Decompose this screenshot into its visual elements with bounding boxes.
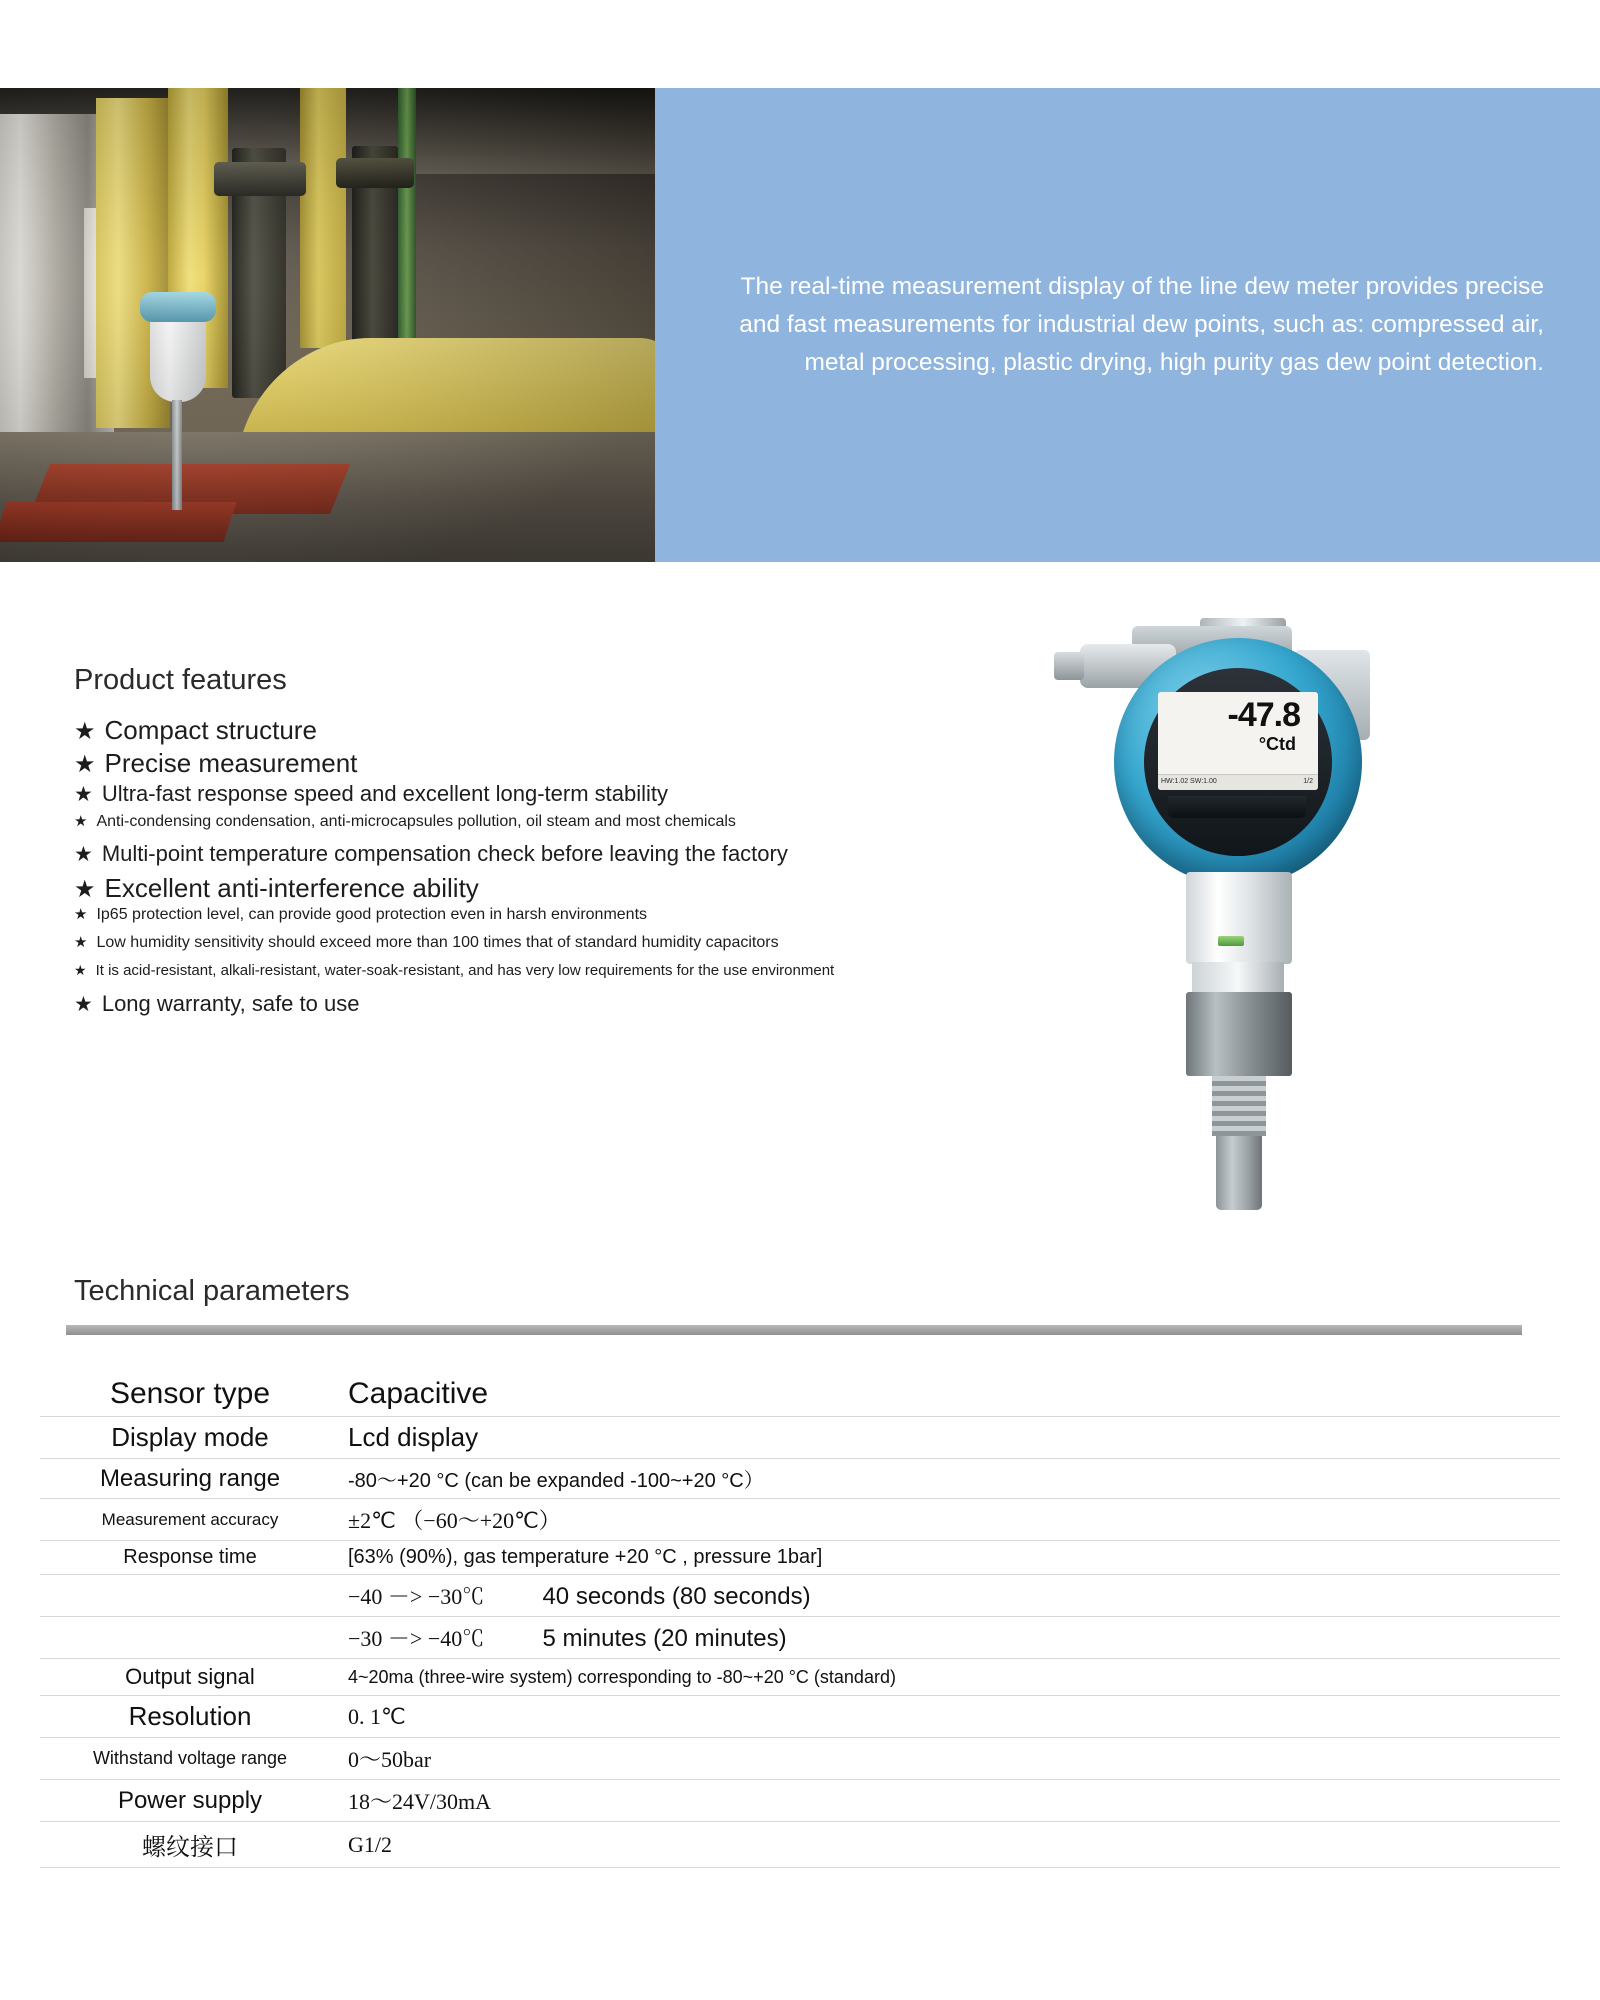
device-firmware-label: HW:1.02 SW:1.00 xyxy=(1161,778,1217,785)
device-reading-unit: °Ctd xyxy=(1258,734,1296,754)
response-condition: −40 －> −30℃ xyxy=(348,1584,485,1609)
feature-label: Low humidity sensitivity should exceed more than 100 times that of standard humidity capacitors xyxy=(96,934,779,951)
spec-label: Measurement accuracy xyxy=(40,1499,340,1541)
star-icon: ★ xyxy=(74,993,93,1016)
table-row xyxy=(40,1780,1560,1822)
star-icon: ★ xyxy=(74,876,96,903)
device-page-indicator: 1/2 xyxy=(1303,778,1313,785)
spec-value xyxy=(340,1617,1560,1659)
hero-text-panel xyxy=(655,88,1600,562)
table-row xyxy=(40,1822,1560,1868)
spec-value: [63% (90%), gas temperature +20 °C , pressure 1bar] xyxy=(340,1541,1560,1575)
response-time-value: 5 minutes (20 minutes) xyxy=(542,1625,787,1652)
product-features-section xyxy=(74,664,1094,1023)
dew-point-transmitter-image xyxy=(1040,610,1420,1210)
feature-label: Compact structure xyxy=(104,715,317,745)
table-row xyxy=(40,1541,1560,1575)
feature-item xyxy=(74,781,1094,807)
technical-parameters-table xyxy=(40,1372,1560,1868)
feature-item xyxy=(74,841,1094,867)
spec-value: 18〜24V/30mA xyxy=(340,1780,1560,1822)
technical-parameters-heading: Technical parameters xyxy=(74,1275,350,1307)
hero-banner xyxy=(0,88,1600,562)
spec-label: Power supply xyxy=(40,1780,340,1822)
table-row xyxy=(40,1659,1560,1696)
device-status-bar xyxy=(1158,774,1318,790)
spec-label: Measuring range xyxy=(40,1459,340,1499)
spec-value: 4~20ma (three-wire system) corresponding to -80~+20 °C (standard) xyxy=(340,1659,1560,1696)
star-icon: ★ xyxy=(74,718,96,745)
hero-paragraph: The real-time measurement display of the line dew meter provides precise and fast measurements for industrial dew points, such as: compressed air, metal processing, plastic drying, high purity gas dew point detection. xyxy=(739,273,1544,376)
table-row xyxy=(40,1738,1560,1780)
feature-item xyxy=(74,715,1094,746)
spec-label xyxy=(40,1575,340,1617)
feature-item xyxy=(74,748,1094,779)
spec-label: Display mode xyxy=(40,1417,340,1459)
spec-label: Output signal xyxy=(40,1659,340,1696)
star-icon: ★ xyxy=(74,813,88,830)
table-row xyxy=(40,1499,1560,1541)
table-row xyxy=(40,1575,1560,1617)
spec-value: Lcd display xyxy=(340,1417,1560,1459)
industrial-plant-photo xyxy=(0,88,655,562)
feature-item xyxy=(74,934,1094,952)
spec-label: Resolution xyxy=(40,1696,340,1738)
star-icon: ★ xyxy=(74,843,93,866)
spec-label: 螺纹接口 xyxy=(40,1822,340,1868)
section-divider xyxy=(66,1325,1522,1335)
feature-item xyxy=(74,962,1094,979)
spec-label: Sensor type xyxy=(40,1372,340,1417)
spec-value xyxy=(340,1575,1560,1617)
feature-item xyxy=(74,813,1094,831)
spec-label xyxy=(40,1617,340,1659)
table-row xyxy=(40,1617,1560,1659)
star-icon: ★ xyxy=(74,751,96,778)
device-lcd-screen xyxy=(1158,692,1318,790)
table-row xyxy=(40,1417,1560,1459)
features-heading: Product features xyxy=(74,664,287,696)
table-row xyxy=(40,1459,1560,1499)
spec-value: ±2℃ （−60〜+20℃） xyxy=(340,1499,1560,1541)
feature-label: Anti-condensing condensation, anti-microcapsules pollution, oil steam and most chemicals xyxy=(96,813,736,830)
feature-label: Excellent anti-interference ability xyxy=(104,873,479,903)
feature-label: Ip65 protection level, can provide good protection even in harsh environments xyxy=(96,906,648,923)
star-icon: ★ xyxy=(74,934,88,951)
star-icon: ★ xyxy=(74,962,87,978)
table-row xyxy=(40,1372,1560,1417)
feature-label: Long warranty, safe to use xyxy=(101,991,360,1016)
spec-value: -80〜+20 °C (can be expanded -100~+20 °C） xyxy=(340,1459,1560,1499)
response-time-value: 40 seconds (80 seconds) xyxy=(542,1583,811,1610)
star-icon: ★ xyxy=(74,906,88,923)
feature-item xyxy=(74,991,1094,1017)
feature-label: It is acid-resistant, alkali-resistant, water-soak-resistant, and has very low requirements for the use environment xyxy=(95,962,835,979)
star-icon: ★ xyxy=(74,783,93,806)
spec-value: G1/2 xyxy=(340,1822,1560,1868)
spec-value: Capacitive xyxy=(340,1372,1560,1417)
feature-label: Precise measurement xyxy=(104,748,358,778)
response-condition: −30 －> −40℃ xyxy=(348,1626,485,1651)
spec-label: Response time xyxy=(40,1541,340,1575)
feature-label: Multi-point temperature compensation check before leaving the factory xyxy=(101,841,788,866)
spec-value: 0〜50bar xyxy=(340,1738,1560,1780)
feature-label: Ultra-fast response speed and excellent long-term stability xyxy=(101,781,668,806)
feature-item xyxy=(74,873,1094,904)
spec-label: Withstand voltage range xyxy=(40,1738,340,1780)
spec-value: 0. 1℃ xyxy=(340,1696,1560,1738)
feature-item xyxy=(74,906,1094,924)
device-reading-value: -47.8 xyxy=(1227,696,1300,734)
table-row xyxy=(40,1696,1560,1738)
